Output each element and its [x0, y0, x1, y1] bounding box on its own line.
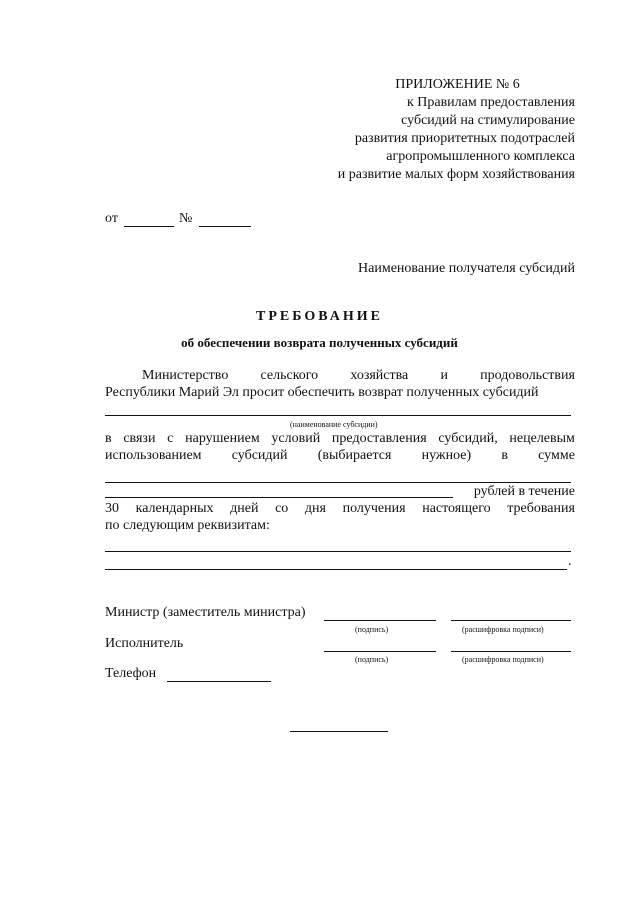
word: календарных: [135, 501, 214, 516]
end-dot: .: [568, 554, 572, 569]
phone-label: Телефон: [105, 666, 157, 681]
word: условий: [271, 431, 321, 446]
paragraph-line-3: [105, 431, 575, 447]
word: предоставления: [331, 431, 427, 446]
paragraph-line-7: по следующим реквизитам:: [105, 518, 270, 533]
phone-blank[interactable]: [167, 681, 271, 682]
closing-separator: [290, 731, 388, 732]
date-from-label: от: [105, 211, 118, 226]
document-subtitle: об обеспечении возврата полученных субсидий: [181, 335, 458, 350]
executor-decode-blank[interactable]: [451, 651, 571, 652]
paragraph-line-6: [105, 501, 575, 517]
word: со: [275, 501, 289, 516]
word: нужное): [421, 448, 472, 463]
word: в: [105, 431, 112, 446]
word: с: [167, 431, 174, 446]
number-label: №: [179, 211, 193, 226]
minister-decode-blank[interactable]: [451, 620, 571, 621]
word: нецелевым: [509, 431, 575, 446]
word: и: [440, 368, 448, 383]
paragraph-line-1: [142, 368, 575, 384]
date-blank[interactable]: [124, 226, 174, 227]
signature-caption: (подпись): [355, 625, 389, 634]
word: продовольствия: [480, 368, 575, 383]
word: сельского: [260, 368, 319, 383]
word: связи: [123, 431, 156, 446]
word: (выбирается: [317, 448, 392, 463]
rubles-text: рублей в течение: [473, 484, 575, 499]
word: сумме: [538, 448, 575, 463]
word: субсидий: [231, 448, 288, 463]
subsidy-name-blank[interactable]: [105, 415, 571, 416]
word: субсидий,: [438, 431, 498, 446]
document-title: ТРЕБОВАНИЕ: [256, 309, 383, 324]
amount-blank-2[interactable]: [105, 497, 453, 498]
paragraph-line-4: [105, 448, 575, 464]
decode-caption: (расшифровка подписи): [462, 625, 544, 634]
word: настоящего: [422, 501, 491, 516]
word: Министерство: [142, 368, 229, 383]
executor-signature-blank[interactable]: [324, 651, 436, 652]
requisites-blank-2[interactable]: [105, 569, 567, 570]
appendix-line: к Правилам предоставления: [406, 95, 575, 110]
word: использованием: [105, 448, 202, 463]
word: в: [501, 448, 508, 463]
minister-signature-blank[interactable]: [324, 620, 436, 621]
appendix-line: развития приоритетных подотраслей: [354, 131, 575, 146]
amount-blank-1[interactable]: [105, 482, 571, 483]
paragraph-line-2: Республики Марий Эл просит обеспечить возврат полученных субсидий: [105, 385, 539, 400]
appendix-line: агропромышленного комплекса: [386, 149, 575, 164]
word: получения: [342, 501, 406, 516]
appendix-header: [300, 76, 575, 184]
appendix-number: ПРИЛОЖЕНИЕ № 6: [395, 77, 520, 92]
subsidy-caption: (наименование субсидии): [290, 420, 378, 429]
recipient-label: Наименование получателя субсидий: [358, 261, 575, 276]
requisites-blank-1[interactable]: [105, 551, 571, 552]
decode-caption: (расшифровка подписи): [462, 655, 544, 664]
word: дней: [230, 501, 259, 516]
executor-label: Исполнитель: [105, 636, 184, 651]
word: хозяйства: [350, 368, 409, 383]
word: нарушением: [185, 431, 260, 446]
word: дня: [304, 501, 326, 516]
appendix-line: субсидий на стимулирование: [401, 113, 575, 128]
word: 30: [105, 501, 119, 516]
minister-label: Министр (заместитель министра): [105, 605, 306, 620]
signature-caption: (подпись): [355, 655, 389, 664]
number-blank[interactable]: [199, 226, 251, 227]
word: требования: [507, 501, 575, 516]
appendix-line: и развитие малых форм хозяйствования: [337, 167, 575, 182]
